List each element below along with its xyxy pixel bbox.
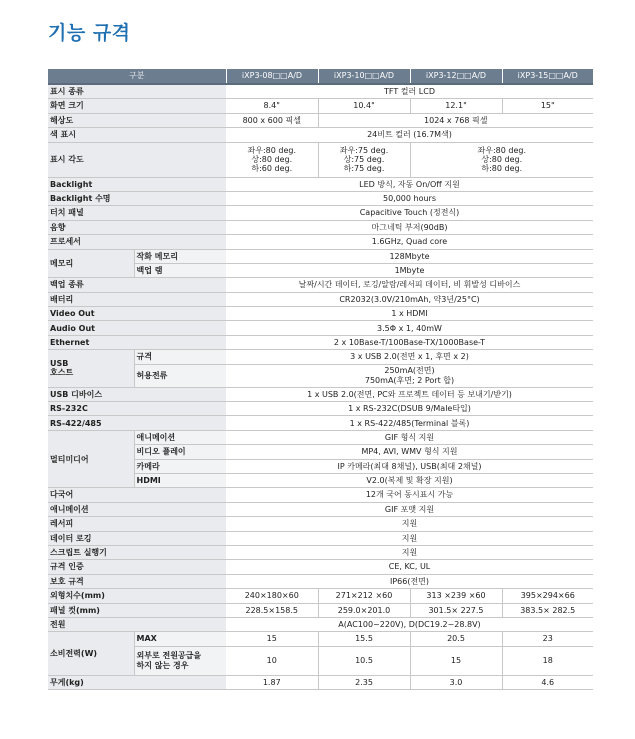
row-video-out: Video Out 1 x HDMI bbox=[48, 307, 593, 321]
row-color: 색 표시 24비트 컬러 (16.7M색) bbox=[48, 128, 593, 142]
row-panel-cut: 패널 컷(mm) 228.5×158.5 259.0×201.0 301.5× 227.5 383.5× 282.5 bbox=[48, 603, 593, 617]
row-resolution: 해상도 800 x 600 픽셀 1024 x 768 픽셀 bbox=[48, 113, 593, 127]
row-usb-host-spec: USB 호스트 규격 3 x USB 2.0(전면 x 1, 후면 x 2) bbox=[48, 350, 593, 364]
angle-cell-2: 좌우:75 deg. 상:75 deg. 하:75 deg. bbox=[318, 142, 410, 177]
header-model-10: iXP3-10□□A/D bbox=[318, 69, 410, 84]
row-screen-size: 화면 크기 8.4" 10.4" 12.1" 15" bbox=[48, 99, 593, 113]
row-certification: 규격 인증 CE, KC, UL bbox=[48, 560, 593, 574]
row-sound: 음향 마그네틱 부저(90dB) bbox=[48, 220, 593, 234]
row-mm-hdmi: HDMI V2.0(복제 및 확장 지원) bbox=[48, 473, 593, 487]
page-title: 기능 규격 bbox=[48, 22, 131, 44]
row-mm-video: 비디오 플레이 MP4, AVI, WMV 형식 지원 bbox=[48, 445, 593, 459]
row-mm-camera: 카메라 IP 카메라(최대 8채널), USB(최대 2채널) bbox=[48, 459, 593, 473]
row-dimensions: 외형치수(mm) 240×180×60 271×212 ×60 313 ×239 ×60 395×294×66 bbox=[48, 589, 593, 603]
header-model-12: iXP3-12□□A/D bbox=[410, 69, 502, 84]
angle-cell-1: 좌우:80 deg. 상:80 deg. 하:60 deg. bbox=[226, 142, 318, 177]
row-consumption-max: 소비전력(W) MAX 15 15.5 20.5 23 bbox=[48, 632, 593, 646]
row-usb-host-current: 허용전류 250mA(전면) 750mA(후면; 2 Port 합) bbox=[48, 364, 593, 387]
header-model-15: iXP3-15□□A/D bbox=[502, 69, 593, 84]
usb-host-label: USB 호스트 bbox=[48, 350, 134, 387]
row-mm-animation: 멀티미디어 애니메이션 GIF 형식 지원 bbox=[48, 430, 593, 444]
header-row bbox=[48, 69, 593, 84]
row-audio-out: Audio Out 3.5Φ x 1, 40mW bbox=[48, 321, 593, 335]
row-weight: 무게(kg) 1.87 2.35 3.0 4.6 bbox=[48, 675, 593, 689]
row-processor: 프로세서 1.6GHz, Quad core bbox=[48, 235, 593, 249]
usb-current-value: 250mA(전면) 750mA(후면; 2 Port 합) bbox=[226, 364, 593, 387]
row-backlight: Backlight LED 방식, 자동 On/Off 지원 bbox=[48, 177, 593, 191]
row-language: 다국어 12개 국어 동시표시 가능 bbox=[48, 488, 593, 502]
row-usb-device: USB 디바이스 1 x USB 2.0(전면, PC와 프로젝트 데이터 등 보내기/받기) bbox=[48, 387, 593, 401]
row-battery: 배터리 CR2032(3.0V/210mAh, 약3년/25°C) bbox=[48, 292, 593, 306]
row-memory-backup: 백업 램 1Mbyte bbox=[48, 263, 593, 277]
row-rs232: RS-232C 1 x RS-232C(DSUB 9/Male타입) bbox=[48, 402, 593, 416]
row-backlight-life: Backlight 수명 50,000 hours bbox=[48, 191, 593, 205]
row-memory-work: 메모리 작화 메모리 128Mbyte bbox=[48, 249, 593, 263]
row-recipe: 레서피 지원 bbox=[48, 517, 593, 531]
row-consumption-external: 외부로 전원공급을 하지 않는 경우 10 10.5 15 18 bbox=[48, 646, 593, 675]
angle-cell-3: 좌우:80 deg. 상:80 deg. 하:80 deg. bbox=[410, 142, 593, 177]
row-view-angle: 표시 각도 좌우:80 deg. 상:80 deg. 하:60 deg. 좌우:75 deg. 상:75 deg. 하:75 deg. 좌우:80 deg. 상:80 deg. 하:80 deg. bbox=[48, 142, 593, 177]
consumption-ext-label: 외부로 전원공급을 하지 않는 경우 bbox=[134, 646, 226, 675]
row-touch: 터치 패널 Capacitive Touch (정전식) bbox=[48, 206, 593, 220]
row-script: 스크립트 실행기 지원 bbox=[48, 545, 593, 559]
row-display-type: 표시 종류 TFT 컬러 LCD bbox=[48, 84, 593, 99]
row-rs422: RS-422/485 1 x RS-422/485(Terminal 블록) bbox=[48, 416, 593, 430]
row-power: 전원 A(AC100~220V), D(DC19.2~28.8V) bbox=[48, 617, 593, 631]
row-protection: 보호 규격 IP66(전면) bbox=[48, 574, 593, 588]
row-logging: 데이터 로깅 지원 bbox=[48, 531, 593, 545]
spec-table bbox=[48, 69, 593, 690]
row-animation: 애니메이션 GIF 포맷 지원 bbox=[48, 502, 593, 516]
row-ethernet: Ethernet 2 x 10Base-T/100Base-TX/1000Base-T bbox=[48, 335, 593, 349]
header-model-08: iXP3-08□□A/D bbox=[226, 69, 318, 84]
header-category: 구분 bbox=[48, 69, 226, 84]
row-backup-type: 백업 종류 날짜/시간 데이터, 로깅/알람/레서피 데이터, 비 휘발성 디바이스 bbox=[48, 278, 593, 292]
